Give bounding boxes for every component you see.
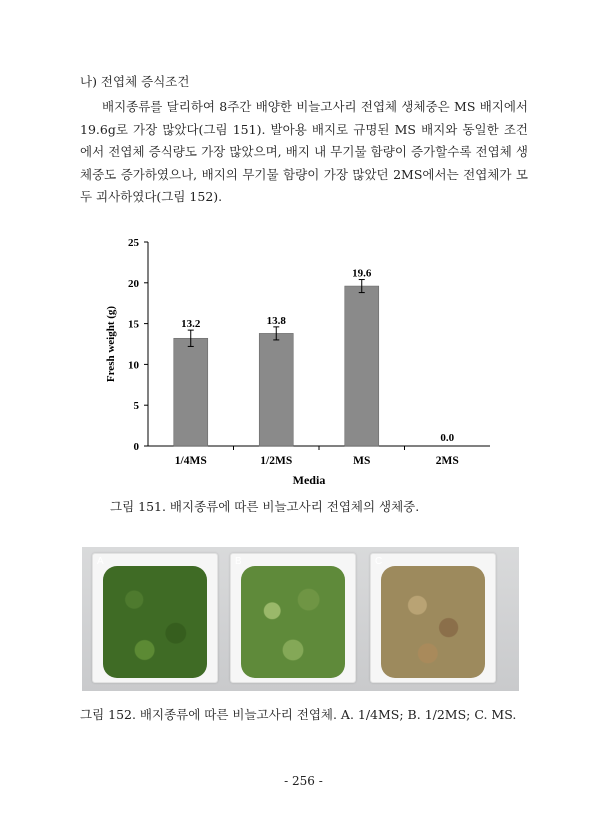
section-heading: 나) 전엽체 증식조건 bbox=[80, 74, 190, 89]
bar bbox=[174, 338, 208, 446]
fresh-weight-bar-chart bbox=[100, 232, 500, 494]
y-axis-title: Fresh weight (g) bbox=[105, 305, 117, 383]
page-number: - 256 - bbox=[284, 774, 323, 788]
tray-a bbox=[92, 553, 218, 683]
data-label: 0.0 bbox=[440, 432, 455, 444]
prothallus-culture-c bbox=[381, 566, 485, 678]
figure-151-caption: 그림 151. 배지종류에 따른 비늘고사리 전엽체의 생체중. bbox=[110, 499, 420, 514]
data-label: 13.8 bbox=[266, 314, 286, 327]
photo-label-c: C bbox=[375, 556, 383, 567]
category-label: 1/4MS bbox=[174, 455, 207, 467]
bar bbox=[259, 333, 293, 446]
category-label: 2MS bbox=[435, 455, 459, 467]
tray-c bbox=[370, 553, 496, 683]
figure-152-caption: 그림 152. 배지종류에 따른 비늘고사리 전엽체. A. 1/4MS; B. 1/2MS; C. MS. bbox=[80, 707, 517, 722]
tray-b bbox=[230, 553, 356, 683]
prothallus-culture-a bbox=[103, 566, 207, 678]
y-tick-label: 10 bbox=[128, 359, 139, 372]
category-label: 1/2MS bbox=[260, 455, 293, 467]
bar bbox=[345, 286, 379, 446]
fern-prothallus-photo bbox=[82, 547, 519, 691]
y-tick-label: 15 bbox=[128, 318, 139, 331]
data-label: 13.2 bbox=[181, 318, 201, 331]
photo-label-b: B bbox=[235, 556, 242, 567]
body-paragraph: 배지종류를 달리하여 8주간 배양한 비늘고사리 전엽체 생체중은 MS 배지에서 19.6g로 가장 많았다(그림 151). 발아용 배지로 규명된 MS 배지와 동일한 조건에서 전엽체 증식량도 가장 많았으며, 배지 내 무기물 함량이 증가할수록 전엽체 생체중도 증가하였으나, 배지의 무기물 함량이 가장 많았던 2MS에서는 전엽체가 모두 괴사하였다(그림 152). bbox=[80, 99, 528, 204]
y-tick-label: 0 bbox=[133, 441, 139, 453]
y-tick-label: 25 bbox=[128, 237, 139, 249]
data-label: 19.6 bbox=[352, 267, 372, 280]
y-tick-label: 20 bbox=[128, 277, 139, 290]
category-label: MS bbox=[353, 455, 371, 467]
x-axis-title: Media bbox=[292, 473, 326, 487]
prothallus-culture-b bbox=[241, 566, 345, 678]
y-tick-label: 5 bbox=[133, 400, 139, 413]
photo-label-a: A bbox=[97, 556, 104, 567]
